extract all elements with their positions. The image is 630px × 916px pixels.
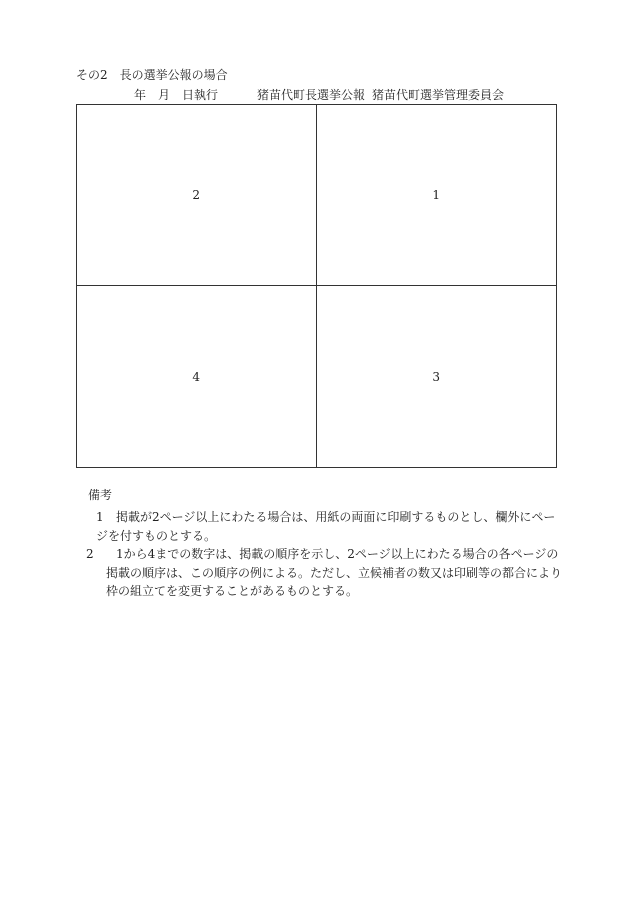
issuer-name: 猪苗代町選挙管理委員会 [372, 88, 505, 102]
date-label: 年 月 日執行 [134, 88, 219, 102]
grid-cell-bottom-left [77, 286, 317, 467]
grid-cell-top-left [77, 105, 317, 286]
note-item-2 [86, 545, 566, 601]
note-text: 1から4までの数字は、掲載の順序を示し、2ページ以上にわたる場合の各ページの掲載の順序は、この順序の例による。ただし、立候補者の数又は印刷等の都合により枠の組立てを変更することがあるものとする。 [106, 547, 563, 598]
publication-name: 猪苗代町長選挙公報 [257, 88, 366, 102]
note-number: 1 [96, 510, 104, 524]
grid-cell-top-right [317, 105, 557, 286]
cell-number: 4 [192, 369, 201, 384]
layout-grid [76, 104, 557, 468]
notes-heading: 備考 [88, 488, 113, 502]
cell-number: 2 [192, 188, 201, 202]
note-number: 2 [86, 547, 94, 561]
cell-number: 3 [432, 369, 441, 384]
grid-cell-bottom-right [317, 286, 557, 467]
document-title: その2 長の選挙公報の場合 [76, 68, 228, 82]
note-text: 掲載が2ページ以上にわたる場合は、用紙の両面に印刷するものとし、欄外にページを付すものとする。 [96, 510, 556, 543]
cell-number: 1 [432, 188, 441, 202]
note-item-1 [96, 508, 556, 545]
